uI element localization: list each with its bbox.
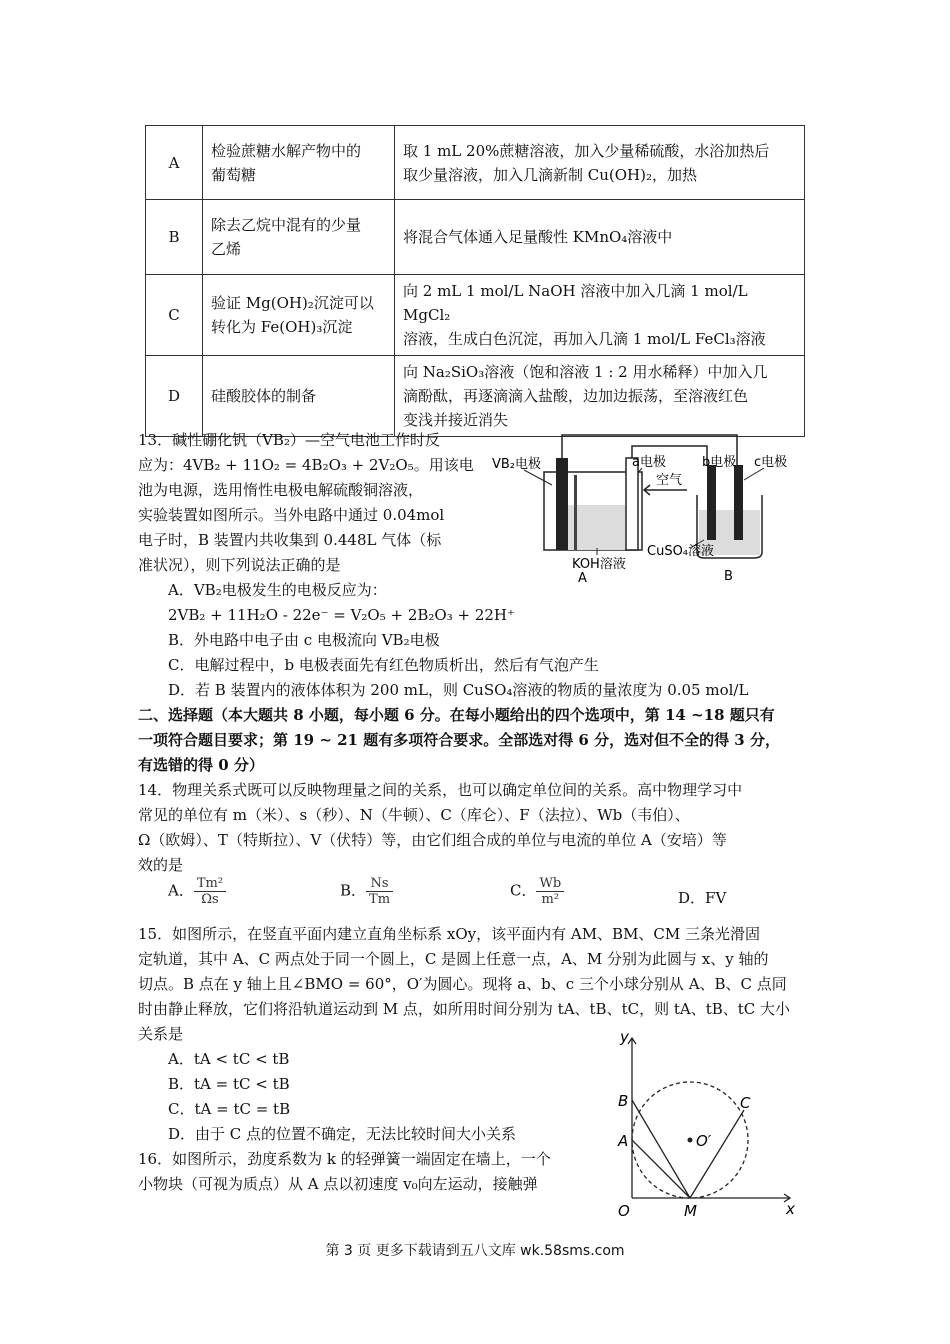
vb2-electrode	[556, 458, 568, 550]
q14-line: 效的是	[138, 856, 184, 874]
point-b-label: B	[618, 1092, 629, 1110]
table-row	[146, 275, 805, 356]
row-aim: 除去乙烷中混有的少量 乙烯	[203, 200, 395, 275]
q15-option-c: C．tA = tC = tB	[168, 1100, 291, 1118]
c-electrode	[734, 465, 743, 540]
row-operation: 取 1 mL 20%蔗糖溶液，加入少量稀硫酸，水浴加热后 取少量溶液，加入几滴新制 Cu(OH)₂，加热	[395, 126, 805, 200]
row-aim: 验证 Mg(OH)₂沉淀可以 转化为 Fe(OH)₃沉淀	[203, 275, 395, 356]
page-footer: 第 3 页 更多下载请到五八文库 wk.58sms.com	[325, 1243, 625, 1259]
q13-option-a: A．VB₂电极发生的电极反应为：	[168, 581, 387, 599]
q14-line: 常见的单位有 m（米）、s（秒）、N（牛顿）、C（库仑）、F（法拉）、Wb（韦伯）、	[138, 806, 690, 824]
point-m-label: M	[684, 1202, 697, 1218]
point-c-label: C	[740, 1094, 751, 1112]
label-cell-b: B	[724, 569, 733, 584]
table-row	[146, 200, 805, 275]
table-row	[146, 126, 805, 200]
label-koh: KOH溶液	[572, 557, 626, 572]
row-key: D	[146, 356, 203, 437]
q14-line: Ω（欧姆）、T（特斯拉）、V（伏特）等，由它们组合成的单位与电流的单位 A（安培）等	[138, 831, 727, 849]
q13-option-c: C．电解过程中，b 电极表面先有红色物质析出，然后有气泡产生	[168, 656, 599, 674]
experiment-table	[145, 125, 805, 437]
q14-option-d: D．FV	[678, 889, 727, 907]
label-a-electrode: a电极	[632, 455, 666, 470]
q13-line: 应为：4VB₂ + 11O₂ = 4B₂O₃ + 2V₂O₅。用该电	[138, 456, 474, 474]
q13-line: 实验装置如图所示。当外电路中通过 0.04mol	[138, 506, 445, 524]
q13-option-a-equation: 2VB₂ + 11H₂O - 22e⁻ = V₂O₅ + 2B₂O₃ + 22H⁺	[168, 606, 515, 624]
q15-line: 切点。B 点在 y 轴上且∠BMO = 60°，O′为圆心。现将 a、b、c 三个小球分别从 A、B、C 点同	[138, 975, 787, 993]
q14-option-a: A． $\frac{\text{Tm²}}{\Omega s}$	[168, 876, 226, 907]
q16-line: 小物块（可视为质点）从 A 点以初速度 v₀向左运动，接触弹	[138, 1175, 538, 1193]
b-electrode	[707, 465, 716, 540]
center-label: O′	[696, 1132, 712, 1150]
q15-line: 时由静止释放，它们将沿轨道运动到 M 点，如所用时间分别为 tA、tB、tC，则 tA、tB、tC 大小	[138, 1000, 791, 1018]
separator	[574, 475, 577, 550]
row-key: B	[146, 200, 203, 275]
a-electrode	[626, 458, 638, 550]
q15-option-b: B．tA = tC < tB	[168, 1075, 290, 1093]
q14-option-c: C． $\frac{Wb}{\text{m²}}$	[510, 876, 564, 907]
point-a-label: A	[618, 1132, 629, 1150]
label-cell-a: A	[578, 571, 587, 585]
q15-option-d: D．由于 C 点的位置不确定，无法比较时间大小关系	[168, 1125, 517, 1143]
label-b-electrode: b电极	[702, 455, 737, 470]
q14-option-b: B． $\frac{Ns}{Tm}$	[340, 876, 393, 907]
label-air: 空气	[656, 473, 683, 488]
q14-line: 14．物理关系式既可以反映物理量之间的关系，也可以确定单位间的关系。高中物理学习中	[138, 781, 743, 799]
track-cm	[690, 1110, 744, 1198]
circle-track-figure	[612, 1028, 802, 1218]
q13-line: 电子时，B 装置内共收集到 0.448L 气体（标	[138, 531, 442, 549]
row-aim: 硅酸胶体的制备	[203, 356, 395, 437]
center-point	[688, 1138, 693, 1143]
q13-option-b: B．外电路中电子由 c 电极流向 VB₂电极	[168, 631, 440, 649]
table-row	[146, 356, 805, 437]
origin-label: O	[618, 1202, 630, 1218]
q13-line: 准状况），则下列说法正确的是	[138, 556, 341, 574]
label-cuso4: CuSO₄溶液	[647, 544, 715, 559]
axis-x-label: x	[786, 1200, 795, 1218]
q13-line: 池为电源，选用惰性电极电解硫酸铜溶液，	[138, 481, 424, 499]
q16-line: 16．如图所示，劲度系数为 k 的轻弹簧一端固定在墙上，一个	[138, 1150, 551, 1168]
q15-line: 关系是	[138, 1025, 184, 1043]
row-key: A	[146, 126, 203, 200]
row-aim: 检验蔗糖水解产物中的 葡萄糖	[203, 126, 395, 200]
electrochem-apparatus-figure	[492, 430, 812, 585]
q13-line: 13．碱性硼化钒（VB₂）—空气电池工作时反	[138, 431, 440, 449]
q15-line: 定轨道，其中 A、C 两点处于同一个圆上，C 是圆上任意一点，A、M 分别为此圆与 x、y 轴的	[138, 950, 769, 968]
axis-y-label: y	[620, 1028, 629, 1046]
q15-option-a: A．tA < tC < tB	[168, 1050, 290, 1068]
label-c-electrode: c电极	[754, 455, 788, 470]
row-key: C	[146, 275, 203, 356]
label-vb2: VB₂电极	[492, 457, 542, 472]
row-operation: 向 Na₂SiO₃溶液（饱和溶液 1 : 2 用水稀释）中加入几 滴酚酞，再逐滴滴入盐酸，边加边振荡，至溶液红色 变浅并接近消失	[395, 356, 805, 437]
row-operation: 向 2 mL 1 mol/L NaOH 溶液中加入几滴 1 mol/L MgCl₂ 溶液，生成白色沉淀，再加入几滴 1 mol/L FeCl₃溶液	[395, 275, 805, 356]
q15-line: 15．如图所示，在竖直平面内建立直角坐标系 xOy，该平面内有 AM、BM、CM 三条光滑固	[138, 925, 761, 943]
q13-option-d: D．若 B 装置内的液体体积为 200 mL，则 CuSO₄溶液的物质的量浓度为 0.05 mol/L	[168, 681, 749, 699]
row-operation: 将混合气体通入足量酸性 KMnO₄溶液中	[395, 200, 805, 275]
